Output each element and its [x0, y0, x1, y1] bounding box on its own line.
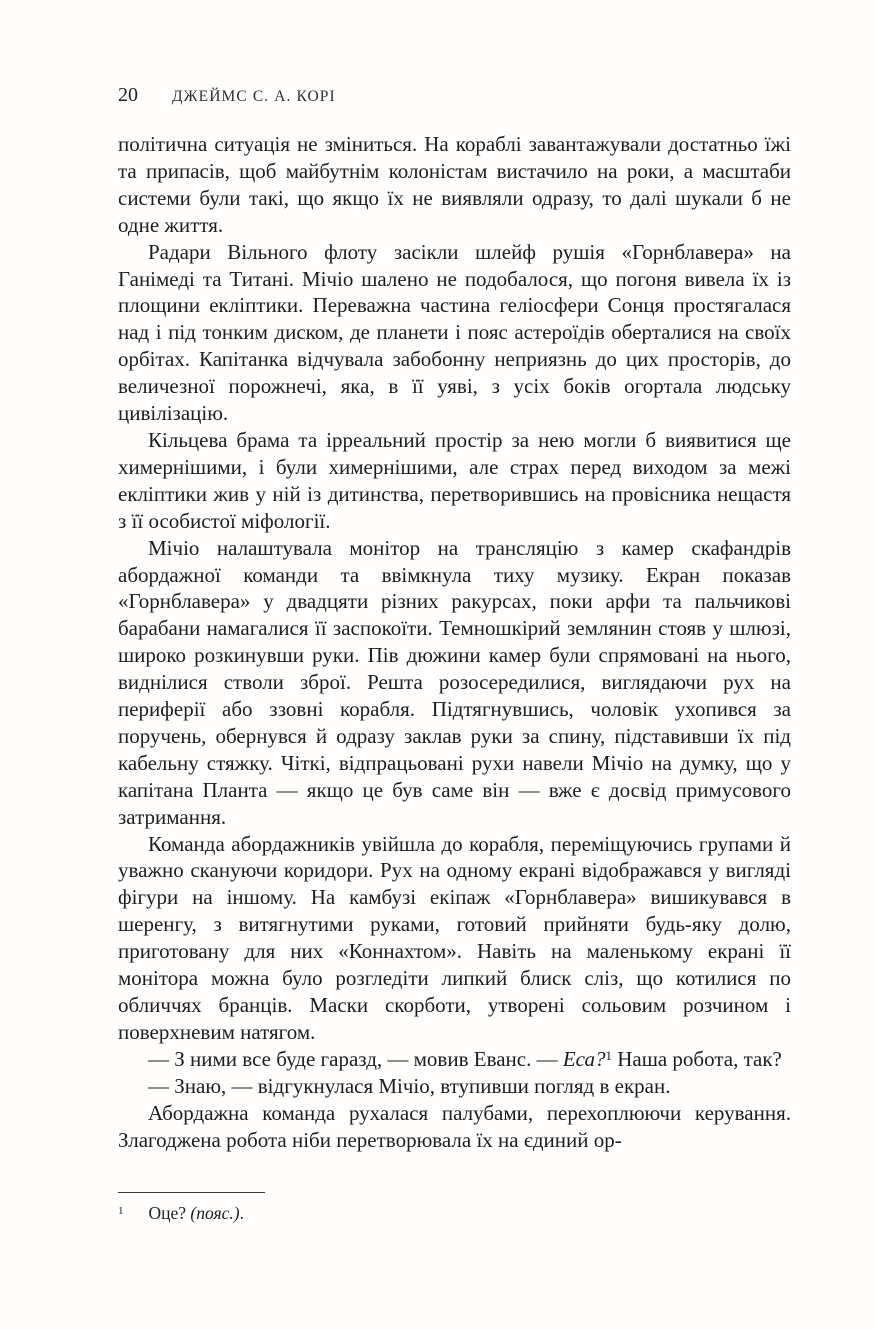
text-run: Наша робота, так? — [611, 1046, 782, 1071]
page-header — [118, 84, 791, 107]
footnote-area — [118, 1192, 791, 1224]
paragraph — [118, 1046, 791, 1073]
paragraph — [118, 1100, 791, 1154]
text-run: (пояс.) — [190, 1203, 240, 1223]
paragraph — [118, 427, 791, 535]
paragraph — [118, 1073, 791, 1100]
text-run: політична ситуація не зміниться. На кораблі завантажували достатньо їжі та припасів, щоб майбутнім колоністам вистачило на роки, а масштаби системи були такі, що якщо їх не виявляли одразу, то далі шукали б не одне життя. — [118, 132, 791, 237]
paragraph — [118, 535, 791, 831]
page-number: 20 — [118, 84, 138, 106]
body-text — [118, 131, 791, 1153]
paragraph — [118, 131, 791, 239]
running-head: ДЖЕЙМС С. А. КОРІ — [172, 88, 336, 105]
paragraph — [118, 239, 791, 427]
footnote-reference: 1 — [605, 1047, 612, 1063]
text-run: Еса? — [562, 1046, 606, 1071]
text-run: Мічіо налаштувала монітор на трансляцію з камер скафандрів абордажної команди та ввімкнула тиху музику. Екран показав «Горнблавера» у двадцяти різних ракурсах, поки арфи та пальчикові барабани намагалися її заспокоїти. Темношкірий землянин стояв у шлюзі, широко розкинувши руки. Пів дюжини камер були спрямовані на нього, виднілися стволи зброї. Решта розосередилися, виглядаючи рух на периферії або ззовні корабля. Підтягнувшись, чоловік ухопився за поручень, обернувся й одразу заклав руки за спину, підставивши їх під кабельну стяжку. Чіткі, відпрацьовані рухи навели Мічіо на думку, що у капітана Планта — якщо це був саме він — вже є досвід примусового затримання. — [118, 535, 791, 829]
text-run: . — [239, 1203, 244, 1223]
text-run: Команда абордажників увійшла до корабля, переміщуючись групами й уважно скануючи коридори. Рух на одному екрані відображався у вигляді фігури на іншому. На камбузі екіпаж «Горнблавера» вишикувався в шеренгу, з витягнутими руками, готовий прийняти будь-яку долю, приготовану для них «Коннахтом». Навіть на маленькому екрані її монітора можна було розгледіти липкий блиск сліз, що котилися по обличчях бранців. Маски скорботи, утворені сольовим розчином і поверхневим натягом. — [118, 831, 791, 1044]
text-run: Абордажна команда рухалася палубами, перехоплюючи керування. Злагоджена робота ніби перетворювала їх на єдиний ор- — [118, 1100, 791, 1152]
text-run: Оце? — [148, 1203, 191, 1223]
footnote-text — [118, 1202, 791, 1224]
footnote-separator — [118, 1192, 265, 1193]
paragraph — [118, 831, 791, 1046]
text-run: — Знаю, — відгукнулася Мічіо, втупивши погляд в екран. — [148, 1073, 671, 1098]
text-run: Кільцева брама та ірреальний простір за нею могли б виявитися ще химернішими, і були химернішими, але страх перед виходом за межі екліптики жив у ній із дитинства, перетворившись на провісника нещастя з її особистої міфології. — [118, 427, 791, 533]
text-run: — З ними все буде гаразд, — мовив Еванс. — — [148, 1046, 563, 1071]
text-run: Радари Вільного флоту засікли шлейф рушія «Горнблавера» на Ганімеді та Титані. Мічіо шалено не подобалося, що погоня вивела їх із площини екліптики. Переважна частина геліосфери Сонця простягалася над і під тонким диском, де планети і пояс астероїдів оберталися на своїх орбітах. Капітанка відчувала забобонну неприязнь до цих просторів, до величезної порожнечі, яка, в її уяві, з усіх боків огортала людську цивілізацію. — [118, 239, 791, 426]
footnote-marker: 1 — [118, 1205, 124, 1217]
